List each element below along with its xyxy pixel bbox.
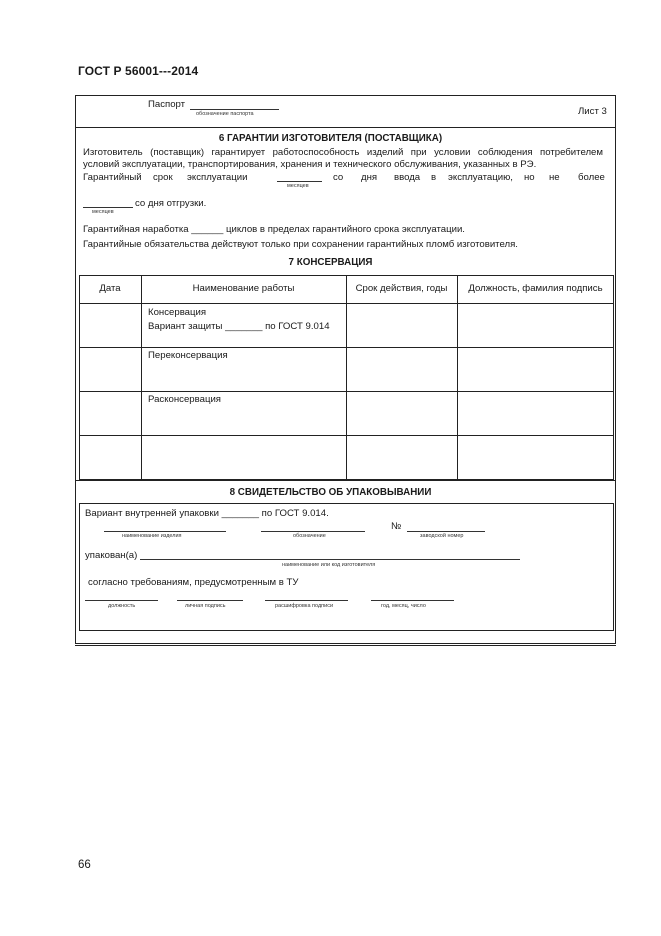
column-divider bbox=[346, 275, 347, 480]
caption-packer: наименование или код изготовителя bbox=[282, 562, 376, 568]
table-row-work: Переконсервация bbox=[148, 350, 228, 361]
shipment-months-field[interactable] bbox=[83, 207, 133, 208]
inner-packing-text: Вариант внутренней упаковки _______ по ГОСТ 9.014. bbox=[85, 508, 329, 519]
column-header-signature: Должность, фамилия подпись bbox=[468, 283, 603, 294]
designation-field[interactable] bbox=[261, 531, 365, 532]
warranty-word: более bbox=[578, 172, 605, 183]
warranty-word: срок bbox=[153, 172, 173, 183]
caption-item-name: наименование изделия bbox=[122, 533, 182, 539]
packed-label: упакован(а) bbox=[85, 550, 138, 561]
caption-date: год, месяц, число bbox=[381, 603, 426, 609]
from-shipment-text: со дня отгрузки. bbox=[135, 198, 207, 209]
operating-time-text: Гарантийная наработка ______ циклов в пределах гарантийного срока эксплуатации. bbox=[83, 224, 465, 235]
divider bbox=[75, 480, 616, 481]
column-divider bbox=[141, 275, 142, 480]
section6-paragraph-line1: Изготовитель (поставщик) гарантирует работоспособность изделий при условии соблюдения потребителем bbox=[83, 147, 603, 158]
column-divider bbox=[457, 275, 458, 480]
caption-position: должность bbox=[108, 603, 136, 609]
caption-serial: заводской номер bbox=[420, 533, 464, 539]
column-header-work: Наименование работы bbox=[192, 283, 295, 294]
table-row-work: Расконсервация bbox=[148, 394, 221, 405]
row-divider bbox=[79, 347, 614, 348]
table-row-work-detail: Вариант защиты _______ по ГОСТ 9.014 bbox=[148, 321, 330, 332]
warranty-word: дня bbox=[361, 172, 378, 183]
warranty-word: но bbox=[524, 172, 535, 183]
passport-field[interactable] bbox=[190, 109, 279, 110]
section7-title: 7 КОНСЕРВАЦИЯ bbox=[288, 257, 373, 268]
passport-caption: обозначение паспорта bbox=[196, 111, 254, 117]
warranty-months-field[interactable] bbox=[277, 181, 322, 182]
date-field[interactable] bbox=[371, 600, 454, 601]
table-row-work: Консервация bbox=[148, 307, 207, 318]
warranty-word: эксплуатации bbox=[187, 172, 248, 183]
months-caption: месяцев bbox=[92, 209, 114, 215]
section8-title: 8 СВИДЕТЕЛЬСТВО ОБ УПАКОВЫВАНИИ bbox=[229, 487, 432, 498]
page-number: 66 bbox=[78, 859, 91, 871]
section6-paragraph-line2: условий эксплуатации, транспортирования, хранения и технического обслуживания, указанных в РЭ. bbox=[83, 159, 537, 170]
row-divider bbox=[79, 391, 614, 392]
caption-designation: обозначение bbox=[293, 533, 326, 539]
caption-signature-decoding: расшифровка подписи bbox=[275, 603, 334, 609]
caption-signature: личная подпись bbox=[185, 603, 226, 609]
row-divider bbox=[79, 435, 614, 436]
warranty-word: ввода bbox=[394, 172, 421, 183]
sheet-number: Лист 3 bbox=[578, 106, 607, 117]
position-field[interactable] bbox=[85, 600, 158, 601]
serial-number-field[interactable] bbox=[407, 531, 485, 532]
document-id: ГОСТ Р 56001---2014 bbox=[78, 64, 199, 78]
number-sign: № bbox=[391, 521, 402, 532]
obligations-text: Гарантийные обязательства действуют только при сохранении гарантийных пломб изготовителя. bbox=[83, 239, 518, 250]
requirements-text: согласно требованиям, предусмотренным в ТУ bbox=[88, 577, 299, 588]
warranty-word: в bbox=[431, 172, 437, 183]
warranty-word: Гарантийный bbox=[83, 172, 142, 183]
column-header-date: Дата bbox=[99, 283, 121, 294]
divider bbox=[75, 127, 616, 128]
months-caption: месяцев bbox=[287, 183, 309, 189]
column-header-term: Срок действия, годы bbox=[355, 283, 448, 294]
row-divider bbox=[79, 303, 614, 304]
section6-title: 6 ГАРАНТИИ ИЗГОТОВИТЕЛЯ (ПОСТАВЩИКА) bbox=[218, 133, 443, 144]
warranty-word: эксплуатацию, bbox=[448, 172, 513, 183]
warranty-word: не bbox=[549, 172, 560, 183]
packer-field[interactable] bbox=[140, 559, 520, 560]
passport-label: Паспорт bbox=[148, 99, 186, 110]
frame-bottom-rule bbox=[75, 645, 616, 646]
signature-decoding-field[interactable] bbox=[265, 600, 348, 601]
warranty-word: со bbox=[333, 172, 344, 183]
signature-field[interactable] bbox=[177, 600, 243, 601]
item-name-field[interactable] bbox=[104, 531, 226, 532]
